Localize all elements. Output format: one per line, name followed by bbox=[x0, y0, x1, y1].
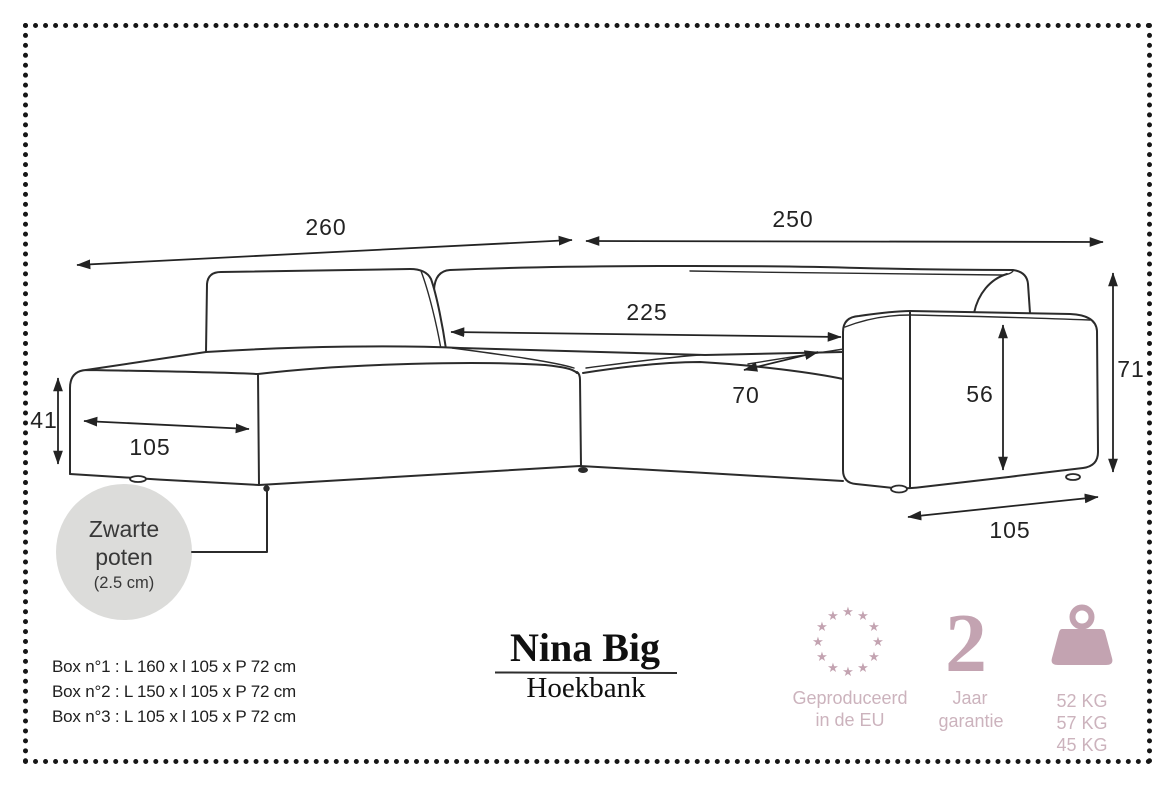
dimension-label-260: 260 bbox=[305, 214, 347, 240]
weight-value-3: 45 KG bbox=[1056, 735, 1108, 755]
dimension-label-105-chaise: 105 bbox=[129, 434, 171, 460]
box-line-1: Box n°1 : L 160 x l 105 x P 72 cm bbox=[52, 657, 297, 676]
dimension-label-70: 70 bbox=[732, 382, 760, 408]
eu-label-line1: Geproduceerd bbox=[792, 688, 908, 708]
svg-text:★: ★ bbox=[857, 609, 869, 624]
svg-text:★: ★ bbox=[868, 650, 880, 665]
svg-text:★: ★ bbox=[872, 635, 884, 650]
callout-text-line3: (2.5 cm) bbox=[93, 574, 155, 592]
dimension-label-105-armrest: 105 bbox=[989, 517, 1031, 543]
warranty-label-line1: Jaar bbox=[952, 688, 988, 708]
sofa-foot bbox=[130, 476, 146, 482]
dimension-label-71: 71 bbox=[1117, 356, 1145, 382]
weight-value-2: 57 KG bbox=[1056, 713, 1108, 733]
sofa-foot bbox=[891, 486, 907, 493]
box-line-3: Box n°3 : L 105 x l 105 x P 72 cm bbox=[52, 707, 297, 726]
callout-text-line1: Zwarte bbox=[88, 516, 160, 542]
warranty-badge bbox=[938, 597, 1003, 731]
svg-text:★: ★ bbox=[842, 665, 854, 680]
dimension-label-56: 56 bbox=[966, 381, 994, 407]
product-category: Hoekbank bbox=[526, 672, 646, 704]
box-line-2: Box n°2 : L 150 x l 105 x P 72 cm bbox=[52, 682, 297, 701]
arrow-250 bbox=[586, 241, 1103, 242]
svg-text:★: ★ bbox=[857, 661, 869, 676]
sofa-line-art bbox=[70, 266, 1098, 493]
legs-callout bbox=[56, 484, 270, 620]
svg-text:★: ★ bbox=[812, 635, 824, 650]
arrow-260 bbox=[77, 240, 572, 265]
svg-text:★: ★ bbox=[842, 605, 854, 620]
svg-text:★: ★ bbox=[868, 620, 880, 635]
eu-label-line2: in de EU bbox=[815, 710, 885, 730]
callout-target-dot bbox=[263, 485, 269, 491]
svg-text:★: ★ bbox=[827, 609, 839, 624]
eu-badge bbox=[792, 605, 907, 730]
callout-line bbox=[192, 491, 267, 552]
box-dimensions-list bbox=[52, 657, 296, 726]
eu-stars-icon bbox=[812, 605, 884, 680]
callout-text-line2: poten bbox=[95, 544, 153, 570]
weight-icon bbox=[1052, 608, 1113, 666]
svg-text:★: ★ bbox=[827, 661, 839, 676]
dimension-label-41: 41 bbox=[30, 407, 58, 433]
warranty-number: 2 bbox=[945, 597, 987, 690]
weight-value-1: 52 KG bbox=[1056, 691, 1108, 711]
chaise-corner-edge bbox=[258, 374, 259, 485]
arrow-105-armrest bbox=[908, 497, 1098, 517]
warranty-label-line2: garantie bbox=[938, 711, 1004, 731]
svg-text:★: ★ bbox=[816, 620, 828, 635]
dimension-label-250: 250 bbox=[772, 206, 814, 232]
svg-text:★: ★ bbox=[816, 650, 828, 665]
sofa-foot bbox=[578, 467, 588, 473]
weight-badge bbox=[1052, 608, 1113, 756]
dimension-label-225: 225 bbox=[626, 299, 668, 325]
sofa-foot bbox=[1066, 474, 1080, 480]
product-title bbox=[495, 625, 677, 704]
product-name: Nina Big bbox=[509, 625, 661, 670]
